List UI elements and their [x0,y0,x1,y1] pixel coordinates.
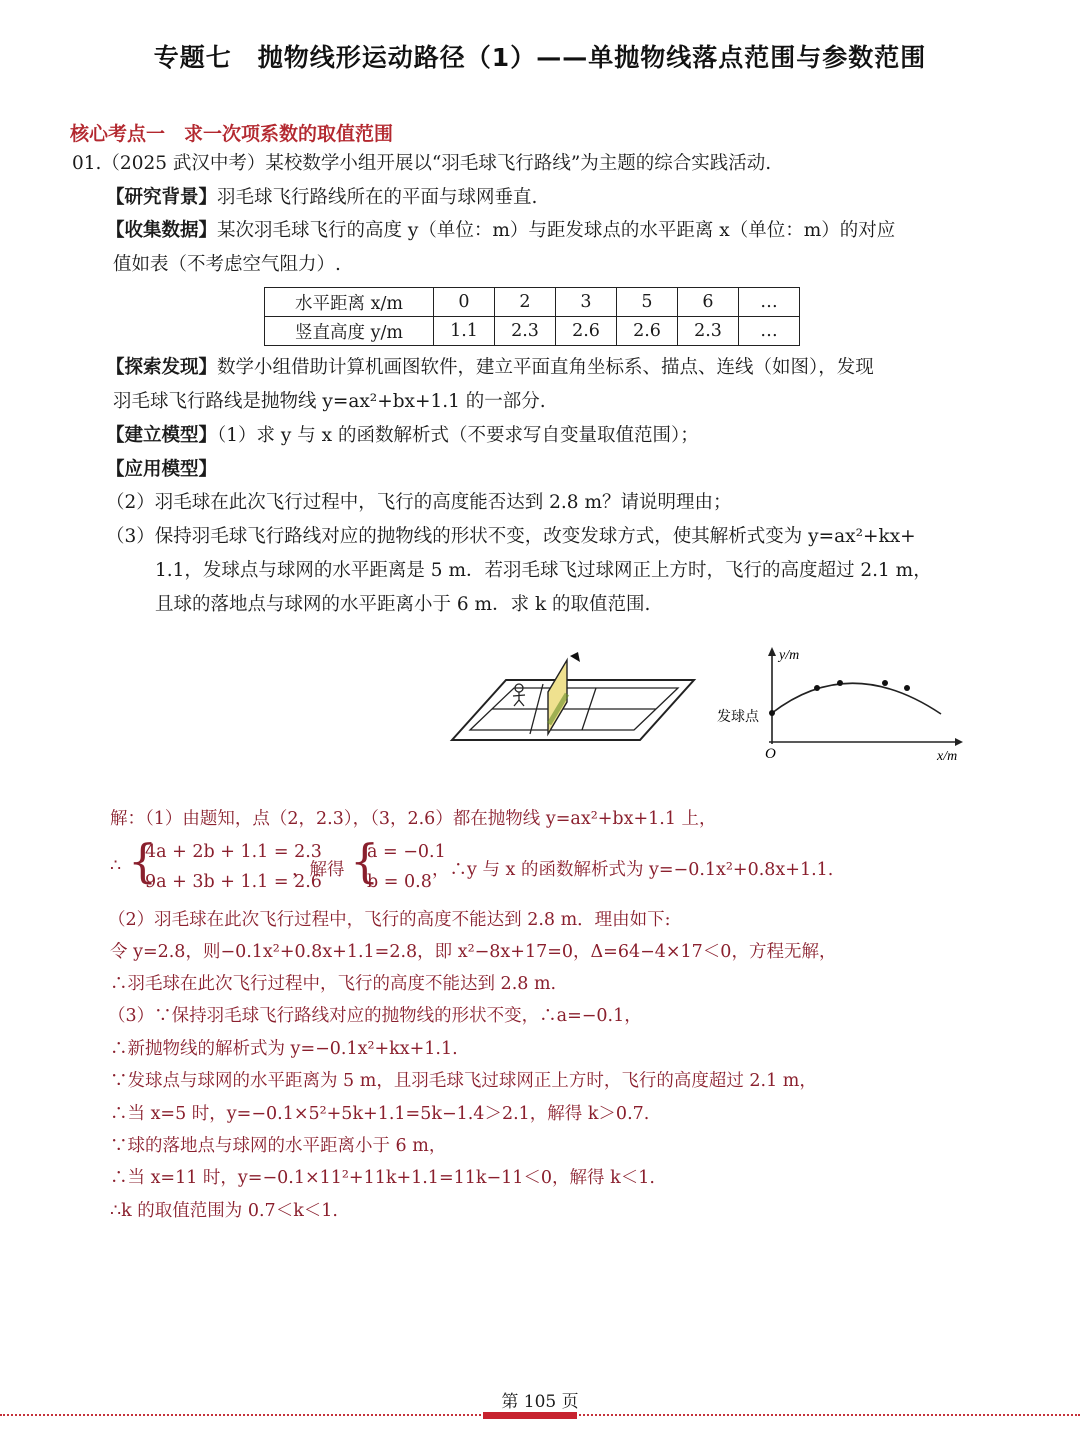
player-body [513,692,525,706]
solution-line-5: （3）∵保持羽毛球飞行路线对应的抛物线的形状不变，∴a=−0.1， [108,1006,642,1026]
research-background-label: 【研究背景】 [106,187,218,208]
explore-label: 【探索发现】 [106,357,218,378]
table-cell: 2.6 [556,317,617,346]
solution-line-1: 解：（1）由题知，点（2，2.3），（3，2.6）都在抛物线 y=ax²+bx+1.1 上， [110,809,717,829]
solution-line-2: （2）羽毛球在此次飞行过程中，飞行的高度不能达到 2.8 m．理由如下: [108,910,671,930]
origin-label: O [765,746,776,762]
question-2: （2）羽毛球在此次飞行过程中，飞行的高度能否达到 2.8 m？请说明理由； [106,492,732,513]
research-background-text: 羽毛球飞行路线所在的平面与球网垂直. [217,187,538,208]
solution-line-9: ∵球的落地点与球网的水平距离小于 6 m， [110,1136,447,1156]
solution-line-7: ∵发球点与球网的水平距离为 5 m，且羽毛球飞过球网正上方时，飞行的高度超过 2.1 m， [110,1071,817,1091]
x-axis-label: x/m [937,749,958,764]
table-row-header-y: 竖直高度 y/m [265,317,434,346]
table-cell: 5 [617,288,678,317]
solution-1-conclusion: ，∴y 与 x 的函数解析式为 y=−0.1x²+0.8x+1.1. [432,860,834,880]
data-point [882,680,888,686]
table-cell: … [739,317,800,346]
table-row [265,317,800,346]
left-brace: { [350,834,380,888]
page-number: 第 105 页 [501,1392,579,1412]
serve-point-label: 发球点 [717,709,759,725]
question-1: （1）求 y 与 x 的函数解析式（不要求写自变量取值范围）； [217,425,699,446]
question-3-line-3: 且球的落地点与球网的水平距离小于 6 m．求 k 的取值范围. [155,594,651,615]
collect-data-text-2: 值如表（不考虑空气阻力）. [113,254,341,275]
problem-intro: 01.（2025 武汉中考）某校数学小组开展以“羽毛球飞行路线”为主题的综合实践活动. [72,153,772,174]
table-cell: 2.3 [495,317,556,346]
data-point [904,685,910,691]
x-axis-arrow-icon [955,738,963,746]
shuttlecock-icon [570,652,580,662]
table-cell: 2.3 [678,317,739,346]
apply-model-label: 【应用模型】 [106,459,218,480]
collect-data-label: 【收集数据】 [106,220,218,241]
table-cell: 6 [678,288,739,317]
table-cell: 2.6 [617,317,678,346]
solve-word: ，解得 [292,860,345,880]
explore-text-2: 羽毛球飞行路线是抛物线 y=ax²+bx+1.1 的一部分. [113,391,546,412]
collect-data [106,220,895,242]
footer-accent-bar [483,1412,577,1419]
question-3-line-1: （3）保持羽毛球飞行路线对应的抛物线的形状不变，改变发球方式，使其解析式变为 y=ax²+kx+ [106,526,916,547]
table-row [265,288,800,317]
data-point [814,685,820,691]
badminton-court-figure [448,650,698,745]
court-outline [452,680,694,740]
table-cell: … [739,288,800,317]
build-model [106,425,699,447]
explore-finding [106,357,874,379]
section-heading: 核心考点一 求一次项系数的取值范围 [70,123,394,145]
table-row-header-x: 水平距离 x/m [265,288,434,317]
result-a: a = −0.1 [367,842,446,862]
therefore-symbol: ∴ [110,856,122,876]
equation-1: 4a + 2b + 1.1 = 2.3 [145,842,322,862]
explore-text-1: 数学小组借助计算机画图软件，建立平面直角坐标系、描点、连线（如图），发现 [217,357,874,378]
page-title: 专题七 抛物线形运动路径（1）——单抛物线落点范围与参数范围 [153,43,927,72]
result-b: b = 0.8 [367,872,432,892]
table-cell: 1.1 [434,317,495,346]
research-background [106,187,537,209]
data-point [769,710,775,716]
question-3-line-2: 1.1，发球点与球网的水平距离是 5 m．若羽毛球飞过球网正上方时，飞行的高度超过 2.1 m， [155,560,932,581]
solution-line-4: ∴羽毛球在此次飞行过程中，飞行的高度不能达到 2.8 m. [110,974,557,994]
table-cell: 2 [495,288,556,317]
solution-line-6: ∴新抛物线的解析式为 y=−0.1x²+kx+1.1. [110,1039,458,1059]
table-cell: 0 [434,288,495,317]
left-brace: { [128,834,158,888]
y-axis-arrow-icon [768,647,776,656]
solution-line-11: ∴k 的取值范围为 0.7＜k＜1. [110,1201,338,1221]
build-model-label: 【建立模型】 [106,425,218,446]
table-cell: 3 [556,288,617,317]
collect-data-text-1: 某次羽毛球飞行的高度 y（单位：m）与距发球点的水平距离 x（单位：m）的对应 [217,220,896,241]
solution-line-3: 令 y=2.8，则−0.1x²+0.8x+1.1=2.8，即 x²−8x+17=0，Δ=64−4×17＜0，方程无解， [110,942,837,962]
data-point [837,680,843,686]
parabola-graph [705,640,975,770]
data-table [264,287,800,346]
parabola-curve [772,683,941,714]
y-axis-label: y/m [779,648,800,663]
solution-line-10: ∴当 x=11 时，y=−0.1×11²+11k+1.1=11k−11＜0，解得 k＜1. [110,1168,655,1188]
equation-2: 9a + 3b + 1.1 = 2.6 [145,872,322,892]
solution-line-8: ∴当 x=5 时，y=−0.1×5²+5k+1.1=5k−1.4＞2.1，解得 k＞0.7. [110,1104,650,1124]
